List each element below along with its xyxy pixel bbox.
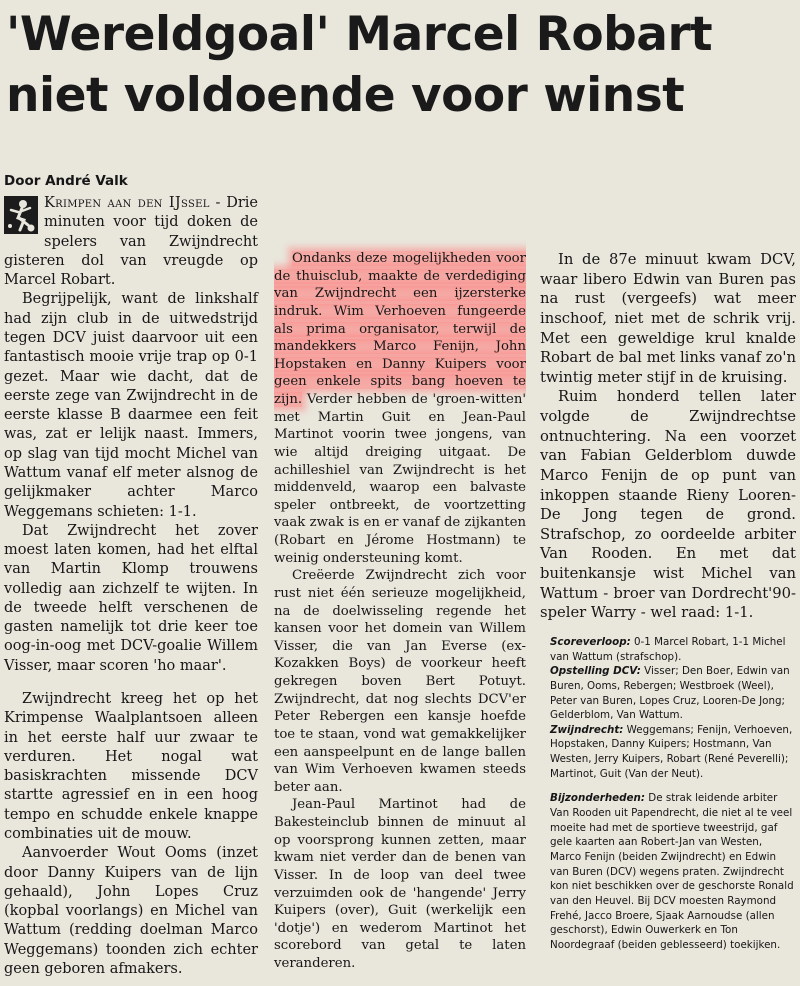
paragraph: Creëerde Zwijndrecht zich voor rust niet één serieuze mogelijkheid, na de doelwisseling regende het kansen voor het domein van Willem Visser, die van Jan Everse (ex-Kozakken Boys) de voorkeur heeft gekregen boven Bert Potuyt. Zwijndrecht, dat nog slechts DCV'er Peter Rebergen een kansje hoefde toe te staan, vond wat gemakkelijker een aanspeelpunt en de lange ballen van Wim Verhoeven kwamen steeds beter aan. xyxy=(274,568,526,795)
match-facts xyxy=(540,635,796,953)
score-line: Scoreverloop: 0-1 Marcel Robart, 1-1 Michel van Wattum (strafschop). xyxy=(550,635,786,663)
footballer-icon xyxy=(4,196,38,234)
paragraph: Begrijpelijk, want de linkshalf had zijn club in de uitwedstrijd tegen DCV juist daarvoor uit een fantastisch mooie vrije trap op 0-1 gezet. Maar wie dacht, dat de eerste zege van Zwijndrecht in de eerste klasse B daarmee een feit was, zat er lelijk naast. Immers, op slag van tijd mocht Michel van Wattum vanaf elf meter alsnog de gelijkmaker achter Marco Weggemans schieten: 1-1. xyxy=(4,291,258,520)
headline xyxy=(6,4,798,126)
byline: Door André Valk xyxy=(4,173,128,189)
article-column-1 xyxy=(4,172,258,979)
lead-paragraph: Krimpen aan den IJssel - Drie minuten voor tijd doken de spelers van Zwijndrecht gisteren dol van vreugde op Marcel Robart. xyxy=(4,195,258,289)
paragraph: Aanvoerder Wout Ooms (inzet door Danny Kuipers van de lijn gehaald), John Lopes Cruz (kopbal voorlangs) en Michel van Wattum (redding doelman Marco Weggemans) toonden zich echter geen geboren afmakers. xyxy=(4,845,258,977)
lineup-zwijndrecht: Zwijndrecht: Weggemans; Fenijn, Verhoeven, Hopstaken, Danny Kuipers; Hostmann, Van Westen, Jerry Kuipers, Robart (René Peverelli); Martinot, Guit (Van der Neut). xyxy=(550,723,793,780)
highlighted-passage: Ondanks deze mogelijkheden voor de thuisclub, maakte de verdediging van Zwijndrecht een ijzersterke indruk. Wim Verhoeven fungeerde als prima organisator, terwijl de mandekkers Marco Fenijn, John Hopstaken en Danny Kuipers voor geen enkele spits bang hoeven te zijn. xyxy=(274,251,526,407)
paragraph: Ondanks deze mogelijkheden voor de thuisclub, maakte de verdediging van Zwijndrecht een ijzersterke indruk. Wim Verhoeven fungeerde als prima organisator, terwijl de mandekkers Marco Fenijn, John Hopstaken en Danny Kuipers voor geen enkele spits bang hoeven te zijn. Verder hebben de 'groen-witten' met Martin Guit en Jean-Paul Martinot voorin twee jongens, van wie altijd dreiging uitgaat. De achilleshiel van Zwijndrecht is het middenveld, waarop een balvaste speler ontbreekt, de voortzetting vaak zwak is en er vanaf de zijkanten (Robart en Jérome Hostmann) te weinig ondersteuning komt. xyxy=(274,251,526,566)
dateline: Krimpen aan den IJssel xyxy=(44,195,210,211)
article-column-2 xyxy=(274,250,526,973)
headline-line-1: 'Wereldgoal' Marcel Robart xyxy=(6,7,713,62)
paragraph: Zwijndrecht kreeg het op het Krimpense Waalplantsoen alleen in het eerste half uur zwaar te verduren. Het nogal wat basiskrachten missende DCV startte agressief en in een hoog tempo en schudde enkele knappe combinaties uit de mouw. xyxy=(4,691,258,842)
match-notes: Bijzonderheden: De strak leidende arbiter Van Rooden uit Papendrecht, die niet al te veel moeite had met de sportieve tweestrijd, gaf gele kaarten aan Robert-Jan van Westen, Marco Fenijn (beiden Zwijndrecht) en Edwin van Buren (DCV) wegens praten. Zwijndrecht kon niet beschikken over de geschorste Ronald van den Heuvel. Bij DCV moesten Raymond Frehé, Jacco Broere, Sjaak Aarnoudse (allen geschorst), Edwin Ouwerkerk en Ton Noordegraaf (beiden geblesseerd) toekijken. xyxy=(550,792,794,951)
article-column-3 xyxy=(540,250,796,953)
paragraph: Dat Zwijndrecht het zover moest laten komen, had het elftal van Martin Klomp trouwens volledig aan zichzelf te wijten. In de tweede helft verschenen de gasten namelijk tot drie keer toe oog-in-oog met DCV-goalie Willem Visser, maar scoren 'ho maar'. xyxy=(4,522,258,674)
lineup-dcv: Opstelling DCV: Visser; Den Boer, Edwin van Buren, Ooms, Rebergen; Westbroek (Weel), Peter van Buren, Lopes Cruz, Looren-De Jong; Gelderblom, Van Wattum. xyxy=(550,665,790,722)
headline-line-2: niet voldoende voor winst xyxy=(6,68,685,123)
paragraph: In de 87e minuut kwam DCV, waar libero Edwin van Buren pas na rust (vergeefs) wat meer inschoof, niet met de schrik vrij. Met een geweldige krul knalde Robart de bal met links vanaf zo'n twintig meter stijf in de kruising. xyxy=(540,251,796,386)
paragraph: Ruim honderd tellen later volgde de Zwijndrechtse ontnuchtering. Na een voorzet van Fabian Gelderblom duwde Marco Fenijn de op punt van inkoppen staande Rieny Looren-De Jong tegen de grond. Strafschop, zo oordeelde arbiter Van Rooden. En met dat buitenkansje wist Michel van Wattum - broer van Dordrecht'90-speler Warry - wel raad: 1-1. xyxy=(540,388,796,622)
paragraph: Jean-Paul Martinot had de Bakesteinclub binnen de minuut al op voorsprong kunnen zetten, maar kwam niet verder dan de benen van Visser. In de loop van deel twee verzuimden ook de 'hangende' Jerry Kuipers (over), Guit (werkelijk een 'dotje') en wederom Martinot het scorebord van getal te laten veranderen. xyxy=(274,797,526,971)
